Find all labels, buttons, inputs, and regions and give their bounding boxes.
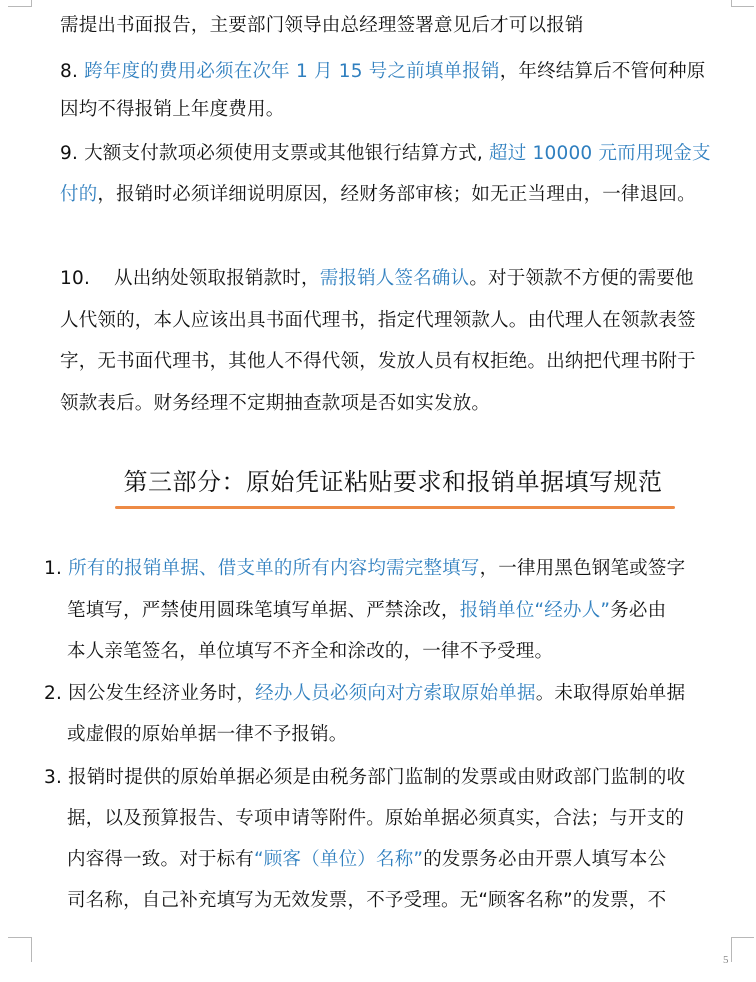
text: 从出纳处领取报销款时， xyxy=(114,268,320,289)
list-item-8-line-1 xyxy=(60,60,705,84)
section-heading: 第三部分：原始凭证粘贴要求和报销单据填写规范 xyxy=(123,468,663,496)
text: 报销时提供的原始单据必须是由税务部门监制的发票或由财政部门监制的收 xyxy=(68,767,686,788)
list-number: 10. xyxy=(60,268,91,289)
list-number: 2. xyxy=(44,683,63,704)
list-item-9-line-1 xyxy=(60,142,711,166)
text: 本人亲笔签名，单位填写不齐全和涂改的，一律不予受理。 xyxy=(67,641,554,662)
text: ，报销时必须详细说明原因，经财务部审核；如无正当理由，一律退回。 xyxy=(97,184,696,205)
text: 或虚假的原始单据一律不予报销。 xyxy=(67,724,348,745)
text: 需提出书面报告，主要部门领导由总经理签署意见后才可以报销 xyxy=(60,15,584,36)
text: 笔填写，严禁使用圆珠笔填写单据、严禁涂改， xyxy=(67,600,460,621)
heading-underline xyxy=(115,506,675,509)
section3-item-3-line-1 xyxy=(44,766,685,790)
text: 司名称，自己补充填写为无效发票，不予受理。无“顾客名称”的发票，不 xyxy=(67,890,667,911)
text: ，年终结算后不管何种原 xyxy=(499,61,706,82)
section3-item-1-line-1 xyxy=(44,557,685,581)
list-number: 9. xyxy=(60,143,79,164)
text: ，一律用黑色钢笔或签字 xyxy=(479,558,686,579)
list-number: 8. xyxy=(60,61,79,82)
text: 务必由 xyxy=(610,600,667,621)
highlight-text: 跨年度的费用必须在次年 1 月 15 号之前填单报销 xyxy=(84,61,500,82)
list-item-10-line-4 xyxy=(60,392,490,416)
section3-item-1-line-3 xyxy=(67,640,553,664)
crop-mark-top-right xyxy=(731,0,754,7)
crop-mark-bottom-left xyxy=(8,937,32,962)
text: 因均不得报销上年度费用。 xyxy=(60,99,285,120)
list-number: 1. xyxy=(44,558,63,579)
text: 字，无书面代理书，其他人不得代领，发放人员有权拒绝。出纳把代理书附于 xyxy=(60,351,696,372)
paragraph-intro-continuation xyxy=(60,14,584,38)
highlight-text: 所有的报销单据、借支单的所有内容均需完整填写 xyxy=(68,558,480,579)
text: 因公发生经济业务时， xyxy=(68,683,256,704)
highlight-text: 需报销人签名确认 xyxy=(319,268,470,289)
highlight-text: 超过 10000 元而用现金支 xyxy=(489,143,711,164)
list-item-9-line-2 xyxy=(60,183,696,207)
text: 的发票务必由开票人填写本公 xyxy=(423,849,667,870)
list-item-10-line-1 xyxy=(60,267,694,291)
section3-item-1-line-2 xyxy=(67,599,666,623)
section3-item-2-line-2 xyxy=(67,723,348,747)
highlight-text: 报销单位“经办人” xyxy=(459,600,611,621)
text: 领款表后。财务经理不定期抽查款项是否如实发放。 xyxy=(60,393,491,414)
section3-item-3-line-4 xyxy=(67,889,666,913)
list-item-8-line-2 xyxy=(60,98,284,122)
page-number: 5 xyxy=(723,954,729,966)
list-number: 3. xyxy=(44,767,63,788)
list-item-10-line-3 xyxy=(60,350,696,374)
section3-item-2-line-1 xyxy=(44,682,685,706)
text: 。未取得原始单据 xyxy=(535,683,686,704)
text: 据，以及预算报告、专项申请等附件。原始单据必须真实，合法；与开支的 xyxy=(67,808,685,829)
text: 大额支付款项必须使用支票或其他银行结算方式, xyxy=(84,143,483,164)
highlight-text: 经办人员必须向对方索取原始单据 xyxy=(255,683,536,704)
highlight-text: 付的 xyxy=(60,184,98,205)
crop-mark-bottom-right xyxy=(731,937,754,962)
highlight-text: “顾客（单位）名称” xyxy=(254,849,424,870)
list-item-10-line-2 xyxy=(60,309,696,333)
section3-item-3-line-3 xyxy=(67,848,666,872)
section3-item-3-line-2 xyxy=(67,807,684,831)
text: 人代领的，本人应该出具书面代理书，指定代理领款人。由代理人在领款表签 xyxy=(60,310,696,331)
text: 。对于领款不方便的需要他 xyxy=(469,268,694,289)
crop-mark-top-left xyxy=(8,0,32,7)
text: 内容得一致。对于标有 xyxy=(67,849,255,870)
